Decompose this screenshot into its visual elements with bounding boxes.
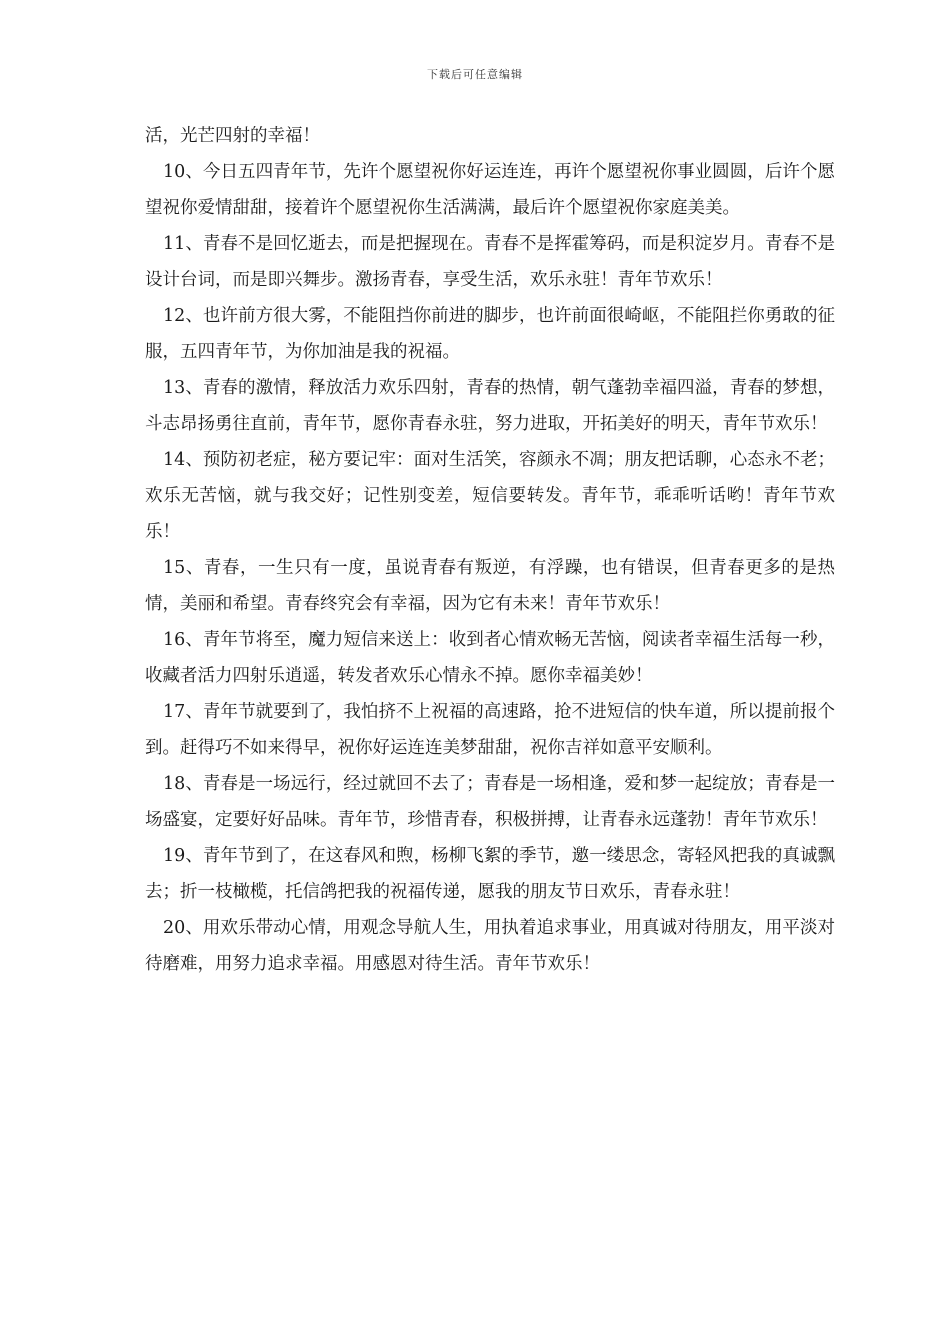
document-body — [145, 118, 835, 982]
paragraph: 10、今日五四青年节，先许个愿望祝你好运连连，再许个愿望祝你事业圆圆，后许个愿望祝你爱情甜甜，接着许个愿望祝你生活满满，最后许个愿望祝你家庭美美。 — [145, 162, 835, 218]
paragraph: 13、青春的激情，释放活力欢乐四射，青春的热情，朝气蓬勃幸福四溢，青春的梦想，斗志昂扬勇往直前，青年节，愿你青春永驻，努力进取，开拓美好的明天，青年节欢乐！ — [145, 378, 835, 434]
paragraph: 15、青春，一生只有一度，虽说青春有叛逆，有浮躁，也有错误，但青春更多的是热情，美丽和希望。青春终究会有幸福，因为它有未来！青年节欢乐！ — [145, 558, 835, 614]
paragraph: 12、也许前方很大雾，不能阻挡你前进的脚步，也许前面很崎岖，不能阻拦你勇敢的征服，五四青年节，为你加油是我的祝福。 — [145, 306, 835, 362]
paragraph: 18、青春是一场远行，经过就回不去了；青春是一场相逢，爱和梦一起绽放；青春是一场盛宴，定要好好品味。青年节，珍惜青春，积极拼搏，让青春永远蓬勃！青年节欢乐！ — [145, 774, 835, 830]
paragraph: 14、预防初老症，秘方要记牢：面对生活笑，容颜永不凋；朋友把话聊，心态永不老；欢乐无苦恼，就与我交好；记性别变差，短信要转发。青年节，乖乖听话哟！青年节欢乐！ — [145, 450, 835, 542]
page-header: 下载后可任意编辑 — [427, 68, 523, 81]
paragraph: 11、青春不是回忆逝去，而是把握现在。青春不是挥霍筹码，而是积淀岁月。青春不是设计台词，而是即兴舞步。激扬青春，享受生活，欢乐永驻！青年节欢乐！ — [145, 234, 835, 290]
paragraph: 19、青年节到了，在这春风和煦，杨柳飞絮的季节，邀一缕思念，寄轻风把我的真诚飘去；折一枝橄榄，托信鸽把我的祝福传递，愿我的朋友节日欢乐，青春永驻！ — [145, 846, 835, 902]
paragraph: 20、用欢乐带动心情，用观念导航人生，用执着追求事业，用真诚对待朋友，用平淡对待磨难，用努力追求幸福。用感恩对待生活。青年节欢乐！ — [145, 918, 835, 974]
paragraph: 17、青年节就要到了，我怕挤不上祝福的高速路，抢不进短信的快车道，所以提前报个到。赶得巧不如来得早，祝你好运连连美梦甜甜，祝你吉祥如意平安顺利。 — [145, 702, 835, 758]
paragraph: 16、青年节将至，魔力短信来送上：收到者心情欢畅无苦恼，阅读者幸福生活每一秒，收藏者活力四射乐逍遥，转发者欢乐心情永不掉。愿你幸福美妙！ — [145, 630, 835, 686]
paragraph: 活，光芒四射的幸福！ — [145, 126, 320, 146]
